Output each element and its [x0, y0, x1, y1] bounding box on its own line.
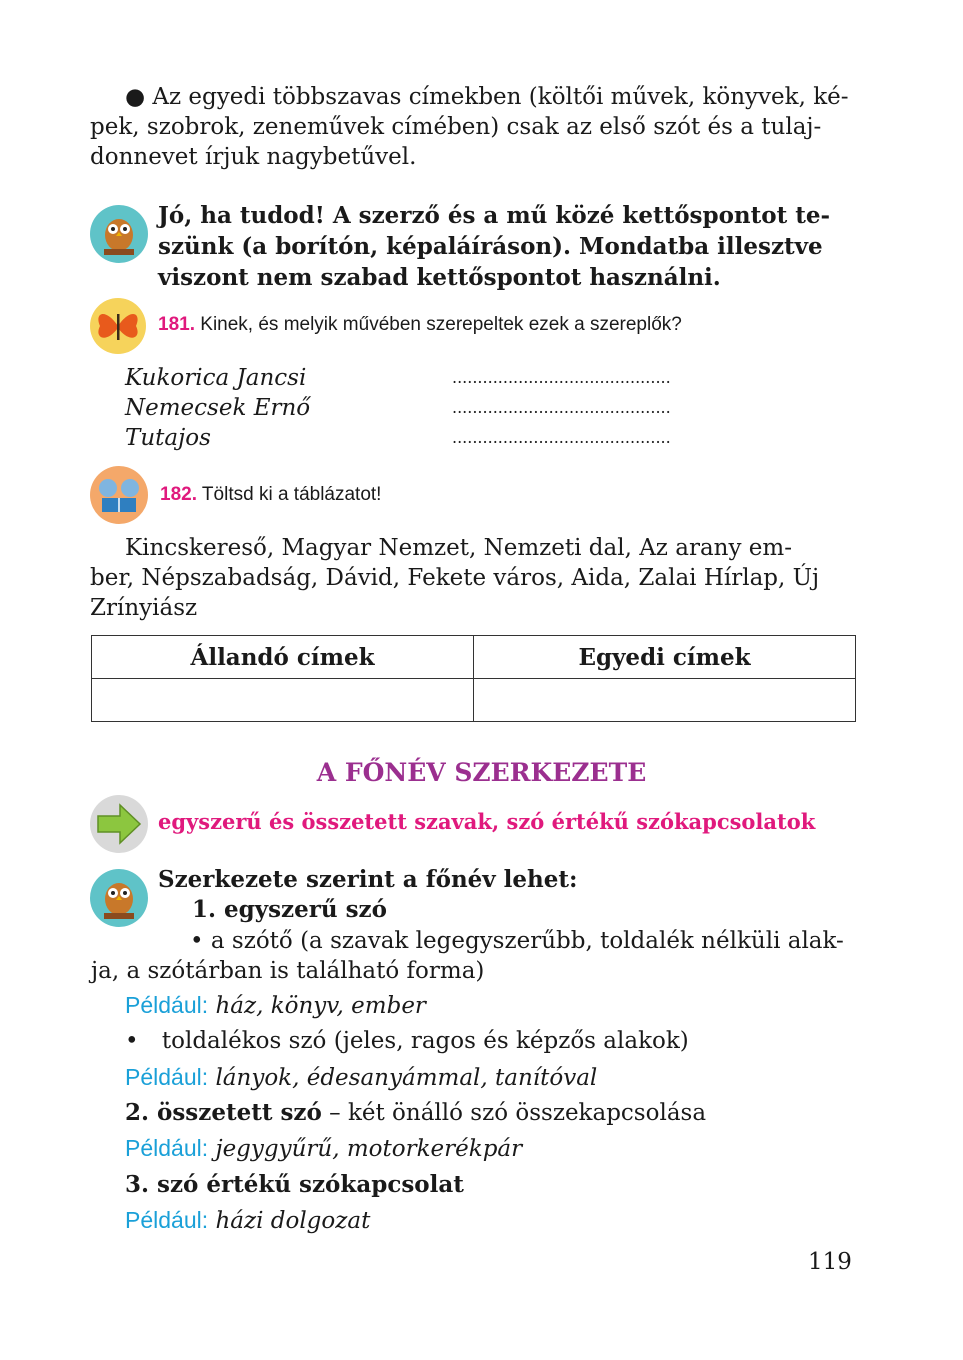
tip-line-1: Jó, ha tudod! A szerző és a mű közé kettőspontot te- — [158, 202, 831, 229]
exercise-182-prompt — [160, 484, 381, 506]
titles-table — [91, 635, 856, 722]
character-name: Kukorica Jancsi — [125, 365, 307, 391]
answer-blank[interactable]: ........................................... — [452, 398, 671, 417]
character-list — [125, 363, 310, 453]
example-2 — [125, 1064, 597, 1091]
answer-blank[interactable]: ........................................... — [452, 368, 671, 387]
section-title: A FŐNÉV SZERKEZETE — [316, 758, 647, 787]
bullet-1 — [91, 926, 857, 986]
exercise-181-number: 181. — [158, 314, 195, 335]
owl-icon — [90, 205, 148, 263]
intro-line-1: ● Az egyedi többszavas címekben (költői művek, könyvek, ké- — [125, 84, 849, 110]
tip-line-3: viszont nem szabad kettőspontot használni. — [158, 264, 721, 291]
example-text: lányok, édesanyámmal, tanítóval — [215, 1065, 598, 1091]
example-4 — [125, 1207, 370, 1234]
section-subtitle: egyszerű és összetett szavak, szó értékű szókapcsolatok — [158, 809, 816, 834]
tip-line-2: szünk (a borítón, képaláíráson). Mondatba illesztve — [158, 233, 823, 260]
word-list — [90, 533, 857, 623]
table-cell-individual-titles[interactable] — [474, 679, 856, 722]
bullet-2-mark: • — [125, 1028, 139, 1054]
page-number: 119 — [808, 1249, 852, 1275]
exercise-181-prompt — [158, 314, 682, 336]
reading-owls-icon — [90, 466, 148, 524]
owl-icon — [90, 869, 148, 927]
example-label: Például: — [125, 1064, 209, 1090]
intro-line-2: pek, szobrok, zeneművek címében) csak az első szót és a tulaj- — [90, 114, 822, 140]
structure-item-3: 3. szó értékű szókapcsolat — [125, 1171, 464, 1198]
example-text: jegygyűrű, motorkerékpár — [215, 1136, 523, 1162]
word-list-line-1: Kincskereső, Magyar Nemzet, Nemzeti dal, Az arany em- — [125, 535, 792, 561]
answer-blanks — [452, 363, 671, 453]
bullet-1-line-2: ja, a szótárban is található forma) — [91, 958, 485, 984]
word-list-line-3: Zrínyiász — [90, 595, 198, 621]
table-cell-fixed-titles[interactable] — [92, 679, 474, 722]
example-text: ház, könyv, ember — [215, 993, 426, 1019]
example-text: házi dolgozat — [215, 1208, 371, 1234]
exercise-181-text: Kinek, és melyik művében szerepeltek ezek a szereplők? — [200, 314, 682, 335]
table-header-individual-titles: Egyedi címek — [474, 636, 856, 679]
structure-item-2 — [125, 1099, 706, 1126]
structure-item-2-definition: – két önálló szó összekapcsolása — [321, 1100, 707, 1126]
example-label: Például: — [125, 992, 209, 1018]
structure-item-2-term: 2. összetett szó — [125, 1099, 322, 1126]
answer-blank[interactable]: ........................................... — [452, 428, 671, 447]
structure-item-1: 1. egyszerű szó — [192, 896, 387, 923]
structure-heading: Szerkezete szerint a főnév lehet: — [158, 866, 578, 893]
character-name: Nemecsek Ernő — [125, 395, 311, 421]
example-1 — [125, 992, 426, 1019]
intro-line-3: donnevet írjuk nagybetűvel. — [90, 144, 417, 170]
intro-paragraph — [90, 82, 857, 172]
table-header-fixed-titles: Állandó címek — [92, 636, 474, 679]
word-list-line-2: ber, Népszabadság, Dávid, Fekete város, Aida, Zalai Hírlap, Új — [90, 565, 820, 591]
bullet-1-line-1: • a szótő (a szavak legegyszerűbb, toldalék nélküli alak- — [190, 928, 844, 954]
tip-box — [158, 200, 858, 293]
bullet-2 — [125, 1028, 689, 1054]
example-label: Például: — [125, 1135, 209, 1161]
character-name: Tutajos — [125, 425, 211, 451]
exercise-182-text: Töltsd ki a táblázatot! — [201, 484, 382, 505]
exercise-182-number: 182. — [160, 484, 197, 505]
bullet-2-text: toldalékos szó (jeles, ragos és képzős alakok) — [161, 1028, 689, 1054]
example-3 — [125, 1135, 522, 1162]
butterfly-icon — [90, 298, 146, 354]
arrow-right-icon — [90, 795, 148, 853]
example-label: Például: — [125, 1207, 209, 1233]
